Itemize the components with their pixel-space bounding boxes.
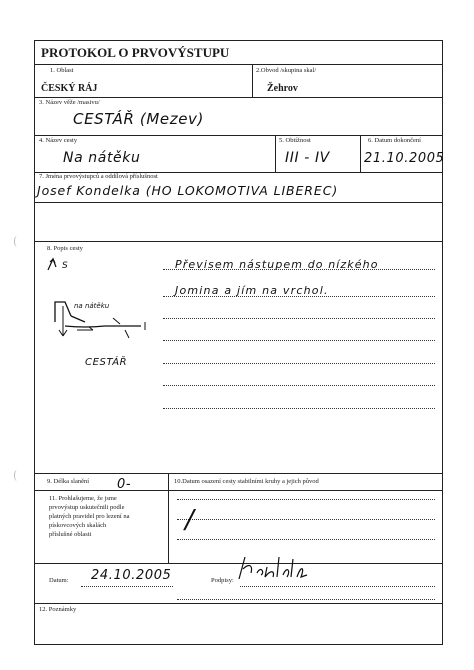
district-label: 2.Obvod /skupina skal/	[256, 67, 317, 74]
notes-label: 12. Poznámky	[39, 606, 77, 613]
first-ascent-form	[34, 40, 443, 645]
region-label: 1. Oblast	[50, 67, 74, 74]
route-name-label: 4. Název cesty	[39, 137, 78, 144]
signature-mark	[231, 551, 321, 585]
completion-date-value: 21.10.2005	[364, 151, 445, 166]
route-description-label: 8. Popis cesty	[47, 245, 83, 252]
description-line	[163, 408, 435, 409]
north-arrow-icon	[45, 256, 61, 272]
description-line	[163, 363, 435, 364]
climbers-label: 7. Jména prvovýstupců a oddílová příslušnost	[39, 173, 158, 180]
tower-label: 3. Název věže /masivu/	[39, 99, 100, 106]
description-line	[163, 318, 435, 319]
climbers-value: Josef Kondelka (HO LOKOMOTIVA LIBEREC)	[37, 183, 339, 198]
signatures-label: Podpisy:	[211, 577, 234, 584]
district-value: Žehrov	[267, 83, 298, 94]
tower-value: CESTÁŘ (Mezev)	[73, 110, 204, 128]
description-text-line2: Jomina a jím na vrchol.	[175, 284, 329, 297]
signature-line	[240, 586, 435, 587]
date-line	[81, 586, 173, 587]
completion-date-label: 6. Datum dokončení	[368, 137, 421, 144]
date-label: Datum:	[49, 577, 69, 584]
signature-line	[177, 599, 435, 600]
sketch-tower-name: CESTÁŘ	[85, 357, 128, 368]
bolting-date-label: 10.Datum osazení cesty stabilními kruhy a jejich původ	[174, 478, 319, 485]
description-line	[163, 385, 435, 386]
grade-value: III - IV	[285, 150, 330, 166]
region-value: ČESKÝ RÁJ	[41, 83, 98, 94]
grade-label: 5. Obtížnost	[279, 137, 311, 144]
description-text-line1: Převisem nástupem do nízkého	[175, 258, 379, 271]
bolting-line	[177, 519, 435, 520]
route-name-value: Na nátěku	[63, 150, 141, 166]
form-title: PROTOKOL O PRVOVÝSTUPU	[41, 45, 230, 60]
bolting-value: /	[185, 505, 194, 535]
bolting-line	[177, 499, 435, 500]
description-line	[163, 340, 435, 341]
north-label: S	[62, 261, 69, 271]
declaration-line3: platných pravidel pro lezení na	[49, 513, 130, 520]
punch-hole-mark	[14, 470, 20, 481]
declaration-line5: příslušné oblasti	[49, 531, 92, 538]
rappel-length-label: 9. Délka slanění	[47, 478, 90, 485]
sketch-route-label: na nátěku	[74, 302, 110, 310]
date-value: 24.10.2005	[91, 568, 172, 583]
rappel-length-value: 0-	[117, 477, 132, 492]
bolting-line	[177, 539, 435, 540]
punch-hole-mark	[14, 236, 20, 247]
declaration-line4: pískovcových skalách	[49, 522, 107, 529]
declaration-line2: prvovýstup uskutečnili podle	[49, 504, 125, 511]
declaration-line1: 11. Prohlašujeme, že jsme	[49, 495, 117, 502]
